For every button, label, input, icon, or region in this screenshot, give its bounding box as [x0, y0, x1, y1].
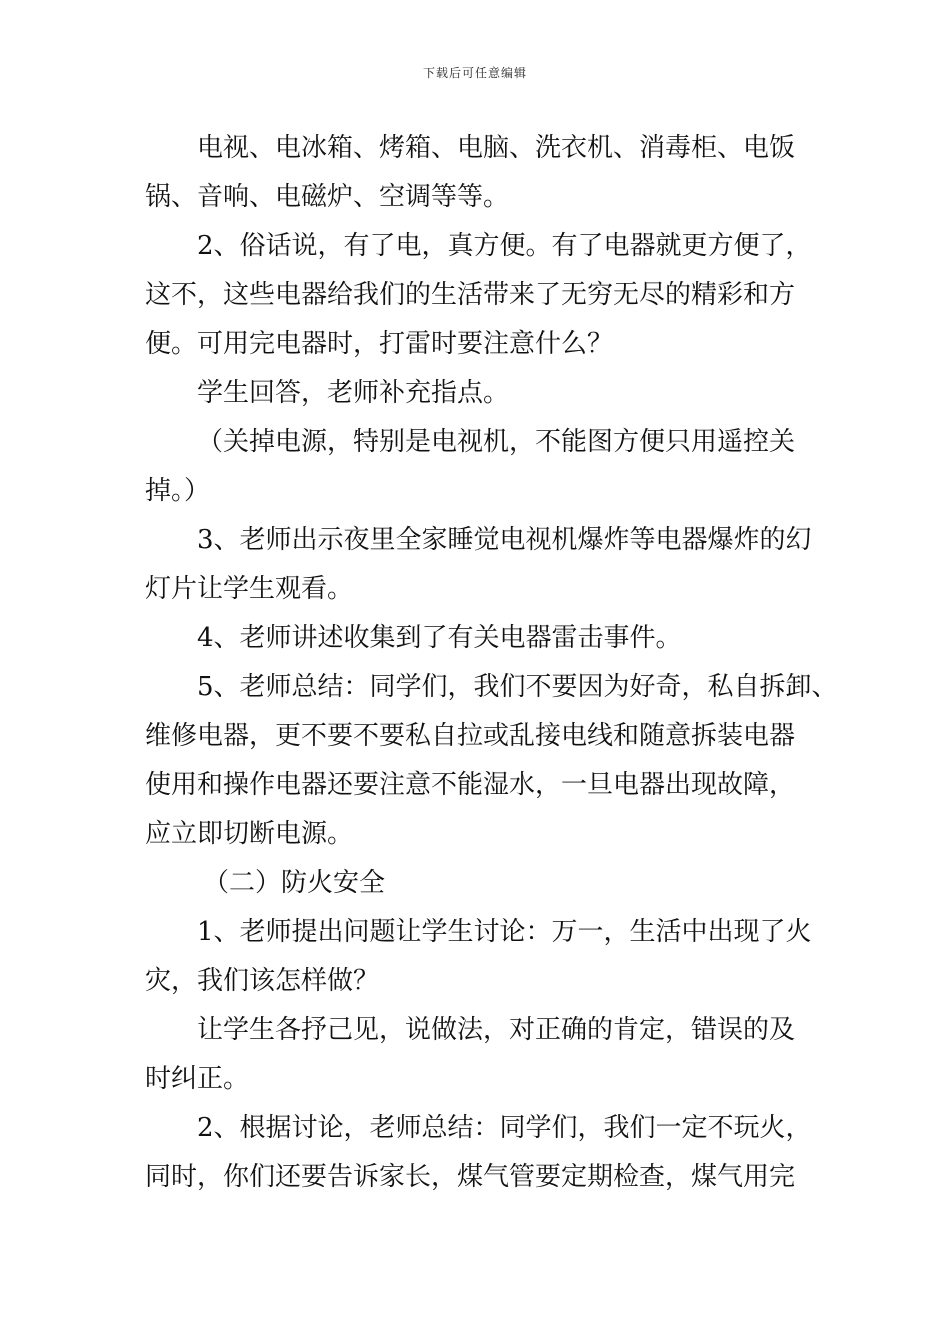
text-line: 电视、电冰箱、烤箱、电脑、洗衣机、消毒柜、电饭	[197, 133, 796, 163]
text-line: 学生回答，老师补充指点。	[197, 378, 510, 408]
text-line: 灯片让学生观看。	[145, 574, 354, 604]
text-line: 同时，你们还要告诉家长，煤气管要定期检查，煤气用完	[145, 1162, 796, 1192]
text-line: 灾，我们该怎样做？	[145, 966, 380, 996]
text-line: 时纠正。	[145, 1064, 250, 1094]
text-line: 2、俗话说，有了电，真方便。有了电器就更方便了，	[197, 231, 812, 261]
text-line: （二）防火安全	[203, 868, 386, 898]
document-body	[145, 124, 838, 1202]
paragraph	[145, 222, 810, 369]
paragraph	[145, 614, 810, 663]
text-line: 1、老师提出问题让学生讨论：万一，生活中出现了火	[197, 917, 812, 947]
paragraph	[145, 908, 810, 1006]
text-line: 使用和操作电器还要注意不能湿水，一旦电器出现故障，	[145, 770, 796, 800]
text-line: 5、老师总结：同学们，我们不要因为好奇，私自拆卸、	[197, 672, 838, 702]
text-line: （关掉电源，特别是电视机，不能图方便只用遥控关	[197, 427, 796, 457]
paragraph	[145, 1006, 810, 1104]
paragraph	[145, 663, 838, 859]
paragraph	[145, 859, 810, 908]
text-line: 3、老师出示夜里全家睡觉电视机爆炸等电器爆炸的幻	[197, 525, 812, 555]
text-line: 2、根据讨论，老师总结：同学们，我们一定不玩火，	[197, 1113, 812, 1143]
text-line: 4、老师讲述收集到了有关电器雷击事件。	[197, 623, 682, 653]
paragraph	[145, 124, 810, 222]
text-line: 掉。）	[145, 476, 211, 506]
text-line: 让学生各抒己见，说做法，对正确的肯定，错误的及	[197, 1015, 796, 1045]
page-header: 下载后可任意编辑	[422, 66, 527, 80]
paragraph	[145, 516, 810, 614]
paragraph	[145, 1104, 810, 1202]
paragraph	[145, 369, 810, 418]
text-line: 锅、音响、电磁炉、空调等等。	[145, 182, 510, 212]
text-line: 便。可用完电器时，打雷时要注意什么？	[145, 329, 614, 359]
paragraph	[145, 418, 810, 516]
text-line: 应立即切断电源。	[145, 819, 354, 849]
text-line: 这不，这些电器给我们的生活带来了无穷无尽的精彩和方	[145, 280, 796, 310]
text-line: 维修电器，更不要不要私自拉或乱接电线和随意拆装电器	[145, 721, 796, 751]
